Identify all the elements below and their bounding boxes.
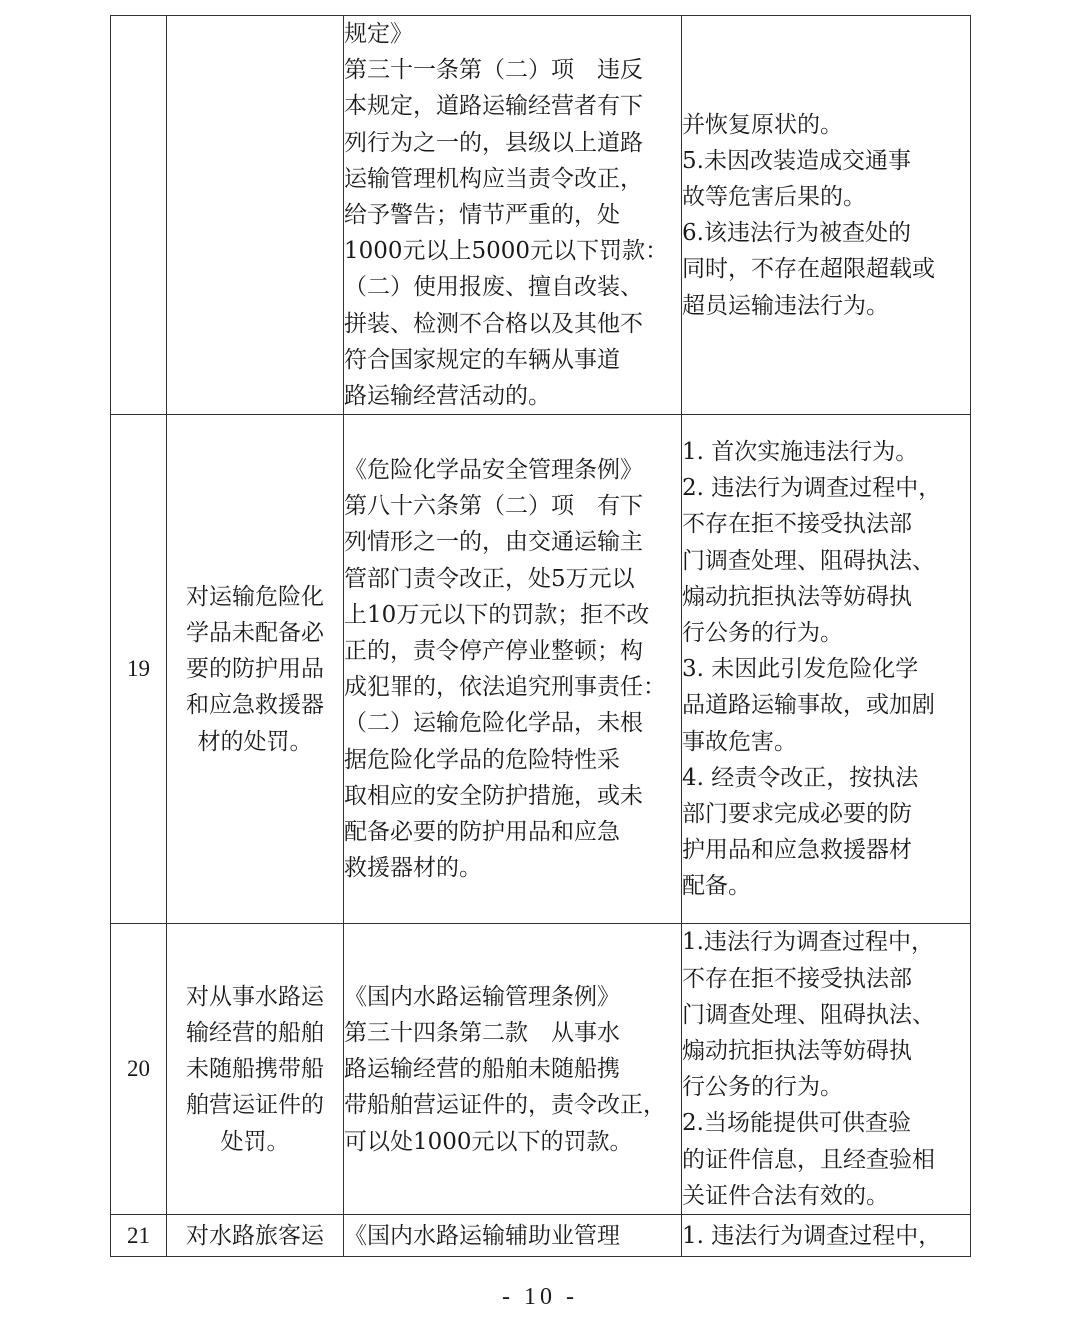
- basis-line: （二）使用报废、擅自改装、: [344, 274, 643, 301]
- conditions-cell: [682, 1215, 971, 1257]
- condition-line: 事故危害。: [682, 728, 797, 755]
- basis-line: 成犯罪的，依法追究刑事责任：: [344, 674, 666, 701]
- condition-line: 不存在拒不接受执法部: [682, 965, 912, 992]
- item-name-line: 输经营的船舶: [186, 1019, 324, 1046]
- item-name-line: 对水路旅客运: [186, 1222, 324, 1249]
- condition-line: 门调查处理、阻碍执法、: [682, 1001, 935, 1028]
- condition-line: 5.未因改装造成交通事: [682, 147, 911, 174]
- condition-line: 关证件合法有效的。: [682, 1182, 889, 1209]
- basis-line: 1000元以上5000元以下罚款：: [344, 238, 669, 265]
- penalty-table: [110, 15, 971, 1257]
- basis-line: 据危险化学品的危险特性采: [344, 746, 620, 773]
- item-name-line: 对运输危险化: [186, 583, 324, 610]
- item-name-line: 处罚。: [220, 1128, 290, 1155]
- basis-line: 配备必要的防护用品和应急: [344, 819, 620, 846]
- condition-line: 2.当场能提供可供查验: [682, 1110, 911, 1137]
- condition-line: 门调查处理、阻碍执法、: [682, 547, 935, 574]
- basis-line: 救援器材的。: [344, 855, 482, 882]
- table-row: [111, 924, 971, 1215]
- basis-line: 带船舶营运证件的，责令改正，: [344, 1092, 666, 1119]
- item-name-cell: [167, 1215, 344, 1257]
- basis-line: 规定》: [344, 21, 413, 47]
- basis-line: 拼装、检测不合格以及其他不: [344, 310, 643, 337]
- row-number-cell: 20: [111, 924, 167, 1215]
- basis-line: 管部门责令改正，处5万元以: [344, 565, 635, 592]
- table-row: [111, 1215, 971, 1257]
- basis-line: 符合国家规定的车辆从事道: [344, 346, 620, 373]
- condition-line: 3. 未因此引发危险化学: [682, 656, 919, 683]
- item-name-line: 舶营运证件的: [186, 1092, 324, 1119]
- condition-line: 4. 经责令改正，按执法: [682, 764, 919, 791]
- legal-basis-cell: [344, 1215, 682, 1257]
- item-name-line: 未随船携带船: [186, 1056, 324, 1083]
- legal-basis-cell: [344, 415, 682, 924]
- condition-line: 超员运输违法行为。: [682, 292, 889, 319]
- basis-line: 列行为之一的，县级以上道路: [344, 129, 643, 156]
- basis-line: 路运输经营活动的。: [344, 383, 551, 410]
- basis-line: 给予警告；情节严重的，处: [344, 202, 620, 229]
- row-number-cell: 21: [111, 1215, 167, 1257]
- conditions-cell: [682, 415, 971, 924]
- basis-line: 《国内水路运输管理条例》: [344, 983, 620, 1010]
- condition-line: 护用品和应急救援器材: [682, 837, 912, 864]
- basis-line: 可以处1000元以下的罚款。: [344, 1128, 633, 1155]
- condition-line: 1. 违法行为调查过程中，: [682, 1222, 942, 1249]
- basis-line: 《国内水路运输辅助业管理: [344, 1222, 620, 1249]
- condition-line: 故等危害后果的。: [682, 183, 866, 210]
- item-name-line: 和应急救援器: [186, 692, 324, 719]
- basis-line: 正的，责令停产停业整顿；构: [344, 638, 643, 665]
- basis-line: 《危险化学品安全管理条例》: [344, 457, 643, 484]
- row-number-cell: [111, 16, 167, 415]
- condition-line: 2. 违法行为调查过程中，: [682, 475, 942, 502]
- basis-line: 本规定，道路运输经营者有下: [344, 93, 643, 120]
- item-name-line: 学品未配备必: [186, 619, 324, 646]
- basis-line: 路运输经营的船舶未随船携: [344, 1056, 620, 1083]
- condition-line: 煽动抗拒执法等妨碍执: [682, 583, 912, 610]
- condition-line: 部门要求完成必要的防: [682, 800, 912, 827]
- condition-line: 不存在拒不接受执法部: [682, 511, 912, 538]
- item-name-line: 材的处罚。: [197, 728, 313, 755]
- basis-line: 第八十六条第（二）项 有下: [344, 493, 643, 520]
- table-row: [111, 415, 971, 924]
- condition-line: 1.违法行为调查过程中，: [682, 929, 934, 956]
- legal-basis-cell: [344, 924, 682, 1215]
- condition-line: 行公务的行为。: [682, 619, 843, 646]
- condition-line: 并恢复原状的。: [682, 111, 843, 138]
- item-name-cell: [167, 924, 344, 1215]
- legal-basis-cell: [344, 16, 682, 415]
- item-name-line: 对从事水路运: [186, 983, 324, 1010]
- item-name-cell: [167, 415, 344, 924]
- row-number-cell: 19: [111, 415, 167, 924]
- item-name-cell: [167, 16, 344, 415]
- page-number: - 10 -: [502, 1284, 578, 1310]
- condition-line: 煽动抗拒执法等妨碍执: [682, 1038, 912, 1065]
- condition-line: 行公务的行为。: [682, 1074, 843, 1101]
- basis-line: 列情形之一的，由交通运输主: [344, 529, 643, 556]
- conditions-cell: [682, 16, 971, 415]
- condition-line: 6.该违法行为被查处的: [682, 220, 911, 247]
- item-name-line: 要的防护用品: [186, 656, 324, 683]
- basis-line: 第三十四条第二款 从事水: [344, 1019, 620, 1046]
- condition-line: 品道路运输事故，或加剧: [682, 692, 935, 719]
- basis-line: 第三十一条第（二）项 违反: [344, 57, 643, 84]
- basis-line: 运输管理机构应当责令改正，: [344, 165, 643, 192]
- table-row: [111, 16, 971, 415]
- basis-line: （二）运输危险化学品，未根: [344, 710, 643, 737]
- basis-line: 上10万元以下的罚款；拒不改: [344, 601, 650, 628]
- condition-line: 的证件信息，且经查验相: [682, 1146, 935, 1173]
- basis-line: 取相应的安全防护措施，或未: [344, 782, 643, 809]
- condition-line: 同时，不存在超限超载或: [682, 256, 935, 283]
- condition-line: 配备。: [682, 873, 751, 900]
- conditions-cell: [682, 924, 971, 1215]
- condition-line: 1. 首次实施违法行为。: [682, 438, 919, 465]
